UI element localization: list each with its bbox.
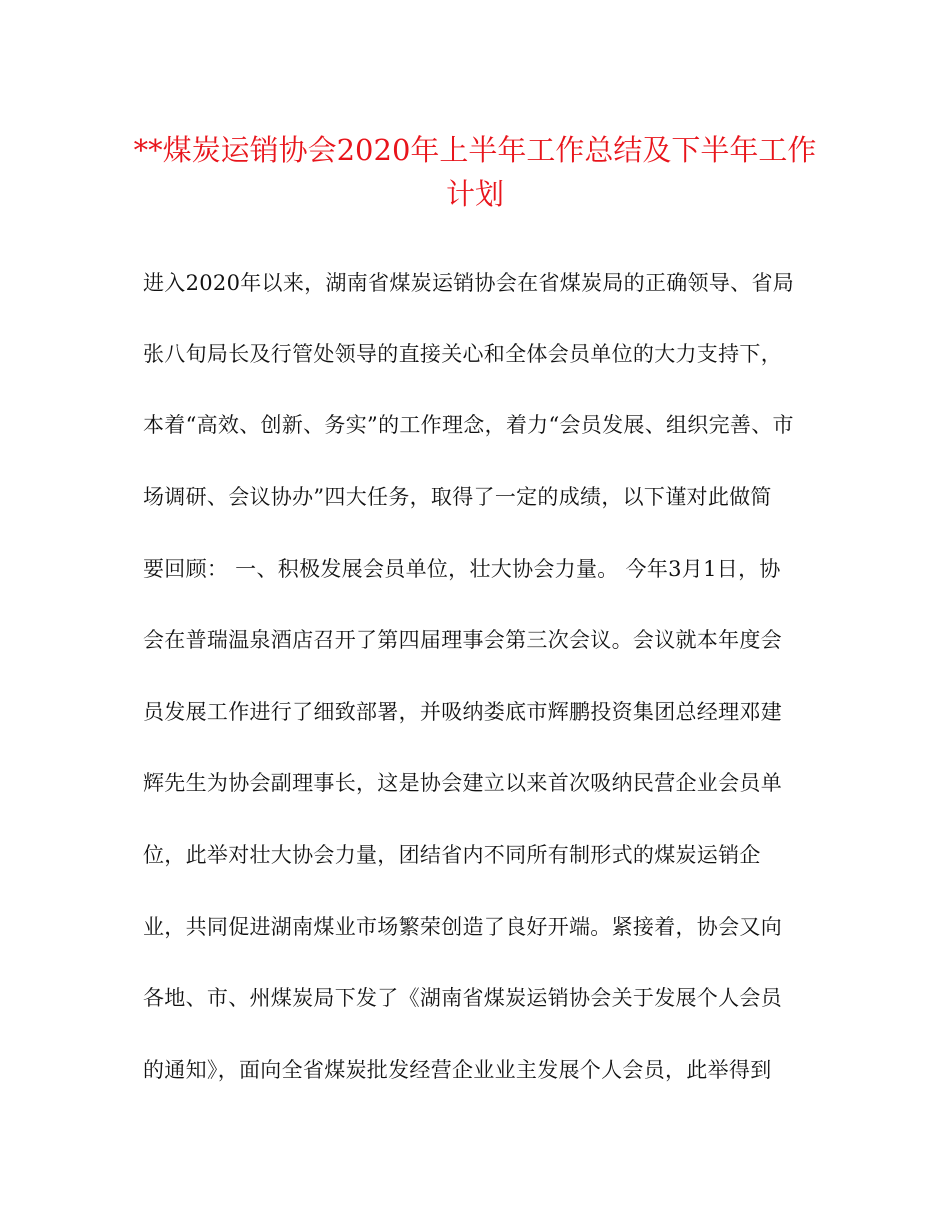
document-title-line-2: 计划 xyxy=(445,177,504,211)
body-text-line: 辉先生为协会副理事长，这是协会建立以来首次吸纳民营企业会员单 xyxy=(143,771,782,795)
body-text-line: 的通知》，面向全省煤炭批发经营企业业主发展个人会员，此举得到 xyxy=(143,1058,772,1082)
body-text-line: 会在普瑞温泉酒店召开了第四届理事会第三次会议。会议就本年度会 xyxy=(143,628,782,652)
body-text-line: 员发展工作进行了细致部署，并吸纳娄底市辉鹏投资集团总经理邓建 xyxy=(143,700,782,724)
body-text-line: 本着“高效、创新、务实”的工作理念，着力“会员发展、组织完善、市 xyxy=(143,413,794,437)
body-text-line: 业，共同促进湖南煤业市场繁荣创造了良好开端。紧接着，协会又向 xyxy=(143,915,782,939)
document-title-line-1: **煤炭运销协会2020年上半年工作总结及下半年工作 xyxy=(133,133,817,167)
body-text-line: 要回顾： 一、积极发展会员单位，壮大协会力量。 今年3月1日，协 xyxy=(143,557,781,581)
body-text-line: 位，此举对壮大协会力量，团结省内不同所有制形式的煤炭运销企 xyxy=(143,843,761,867)
body-text-line: 张八旬局长及行管处领导的直接关心和全体会员单位的大力支持下， xyxy=(143,342,782,366)
body-text-line: 场调研、会议协办”四大任务，取得了一定的成绩，以下谨对此做简 xyxy=(143,485,772,509)
body-text-line: 各地、市、州煤炭局下发了《湖南省煤炭运销协会关于发展个人会员 xyxy=(143,986,782,1010)
body-text-line: 进入2020年以来，湖南省煤炭运销协会在省煤炭局的正确领导、省局 xyxy=(143,271,795,295)
